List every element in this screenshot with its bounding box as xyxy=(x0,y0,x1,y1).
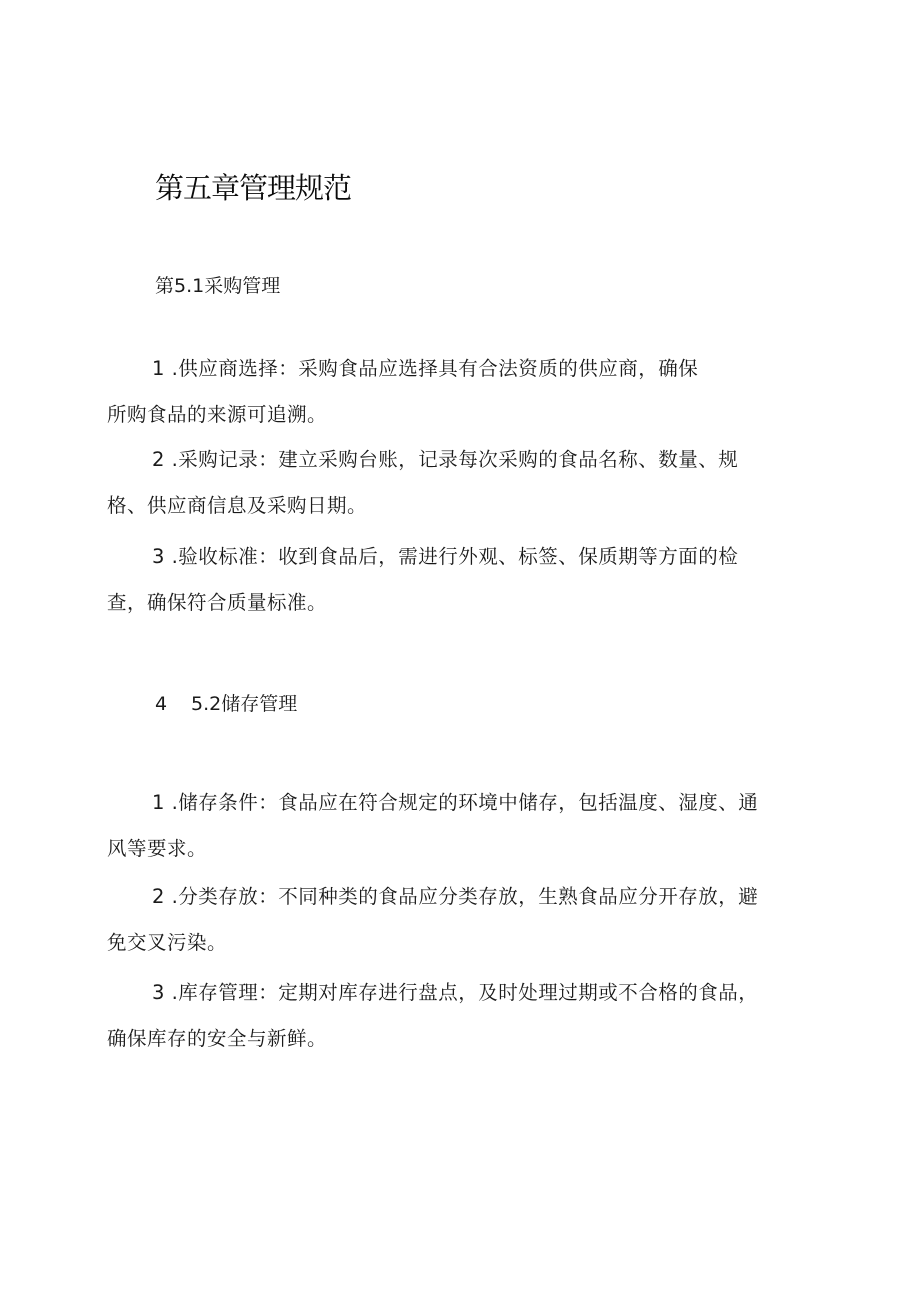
paragraph-storage-conditions xyxy=(107,780,807,872)
paragraph-inventory-management xyxy=(107,970,807,1062)
paragraph-line: 3 .验收标准：收到食品后，需进行外观、标签、保质期等方面的检 xyxy=(152,545,739,568)
paragraph-line: 2 .分类存放：不同种类的食品应分类存放，生熟食品应分开存放，避 xyxy=(152,885,759,908)
paragraph-acceptance-standards xyxy=(107,534,807,626)
chapter-title: 第五章管理规范 xyxy=(155,171,352,205)
paragraph-line: 所购食品的来源可追溯。 xyxy=(107,403,328,426)
paragraph-line: 1 .储存条件：食品应在符合规定的环境中储存，包括温度、湿度、通 xyxy=(152,791,759,814)
section-heading-storage xyxy=(155,689,297,716)
paragraph-purchase-records xyxy=(107,437,807,529)
paragraph-line: 1 .供应商选择：采购食品应选择具有合法资质的供应商，确保 xyxy=(152,357,699,380)
paragraph-line: 3 .库存管理：定期对库存进行盘点，及时处理过期或不合格的食品， xyxy=(152,981,759,1004)
paragraph-supplier-selection xyxy=(107,346,807,438)
paragraph-classified-storage xyxy=(107,874,807,966)
paragraph-line: 确保库存的安全与新鲜。 xyxy=(107,1027,328,1050)
section-heading-text: 5.2储存管理 xyxy=(191,693,298,715)
paragraph-line: 查，确保符合质量标准。 xyxy=(107,591,328,614)
paragraph-line: 2 .采购记录：建立采购台账，记录每次采购的食品名称、数量、规 xyxy=(152,448,739,471)
section-heading-purchasing: 第5.1采购管理 xyxy=(155,275,281,297)
paragraph-line: 风等要求。 xyxy=(107,837,208,860)
paragraph-line: 免交叉污染。 xyxy=(107,931,228,954)
list-number: 4 xyxy=(155,693,168,715)
paragraph-line: 格、供应商信息及采购日期。 xyxy=(107,494,368,517)
